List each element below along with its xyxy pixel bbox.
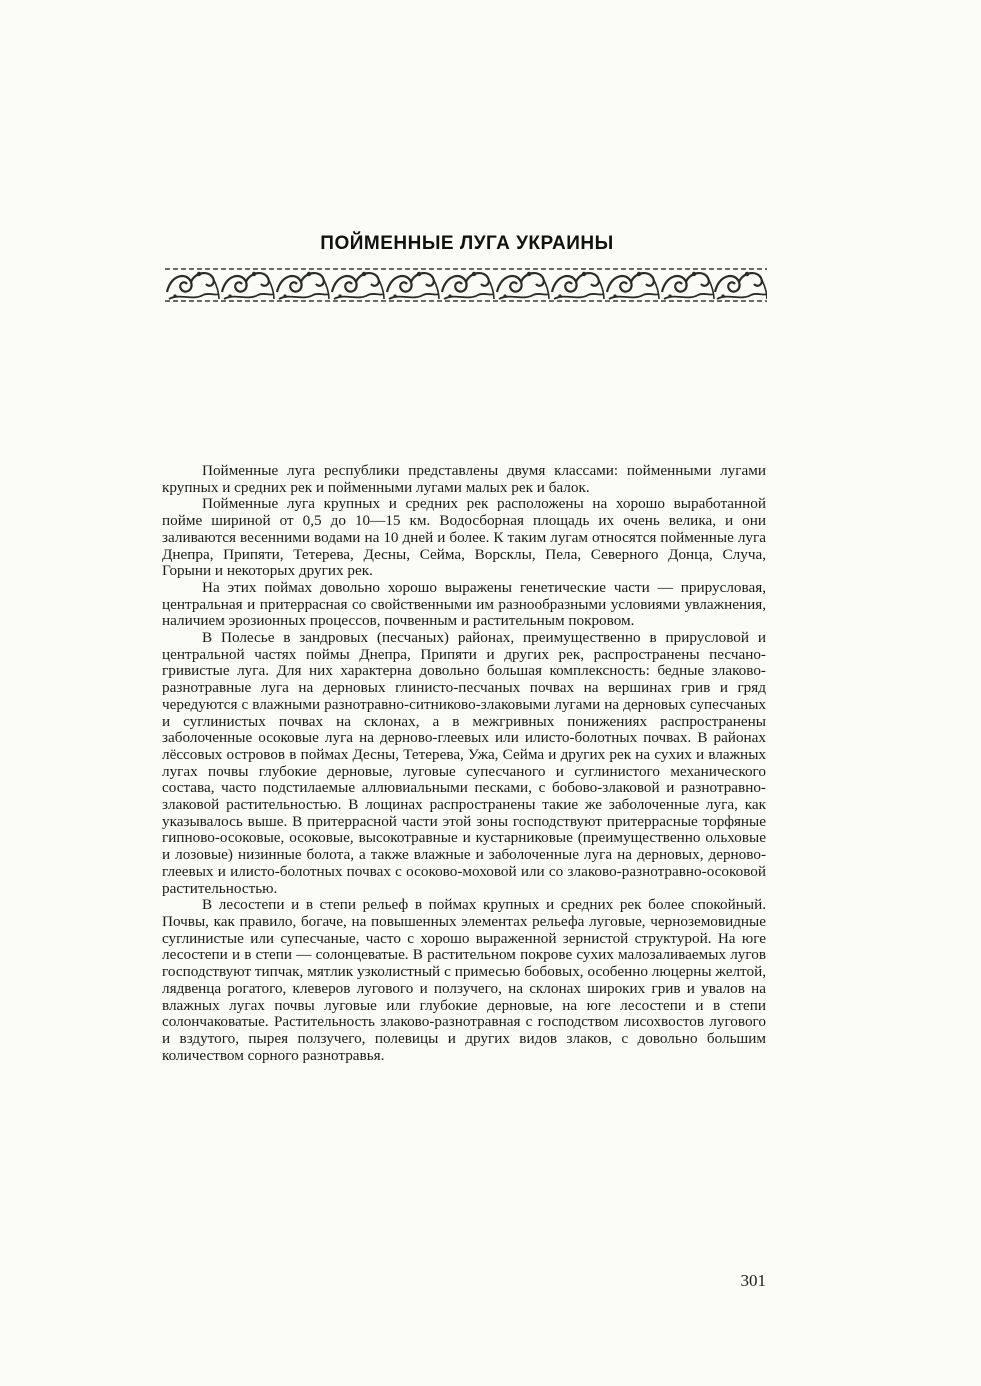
paragraph-5: В лесостепи и в степи рельеф в поймах крупных и средних рек более спокойный. Почвы, как правило, богаче, на повышенных элементах рельефа луговые, черноземовидные суглинистые или супесчаные, часто с хорошо выраженной зернистой структурой. На юге лесостепи и в степи — солонцеватые. В растительном покрове сухих малозаливаемых лугов господствуют типчак, мятлик узколистный с примесью бобовых, особенно люцерны желтой, лядвенца рогатого, клеверов лугового и ползучего, на склонах широких грив и увалов на влажных лугах почвы луговые или глубокие дерновые, на юге лесостепи и в степи солончаковатые. Растительность злаково-разнотравная с господством лисохвостов лугового и вздутого, пырея ползучего, полевицы и других видов злаков, с довольно большим количеством сорного разнотравья. bbox=[162, 896, 766, 1064]
paragraph-4: В Полесье в зандровых (песчаных) районах, преимущественно в прирусловой и центральной частях поймы Днепра, Припяти и других рек, распространены песчано-гривистые луга. Для них характерна довольно большая комплексность: бедные злаково-разнотравные луга на дерновых глинисто-песчаных почвах на вершинах грив и гряд чередуются с влажными разнотравно-ситниково-злаковыми лугами на дерновых супесчаных и суглинистых почвах на склонах, а в межгривных понижениях распространены заболоченные осоковые луга на дерново-глеевых или илисто-болотных почвах. В районах лёссовых островов в поймах Десны, Тетерева, Ужа, Сейма и других рек на сухих и влажных лугах почвы глубокие дерновые, луговые супесчаного и суглинистого механического состава, часто подстилаемые аллювиальными песками, с бобово-злаковой и разнотравно-злаковой растительностью. В лощинах распространены такие же заболоченные луга, как указывалось выше. В притеррасной части этой зоны господствуют притеррасные торфяные гипново-осоковые, осоковые, высокотравные и кустарниковые (преимущественно ольховые и лозовые) низинные болота, а также влажные и заболоченные луга на дерновых, дерново-глеевых и илисто-болотных почвах с осоково-моховой или со злаково-разнотравно-осоковой растительностью. bbox=[162, 629, 766, 897]
body-text bbox=[162, 463, 766, 1064]
paragraph-2: Пойменные луга крупных и средних рек расположены на хорошо выработанной пойме шириной от 0,5 до 10—15 км. Водосборная площадь их очень велика, и они заливаются весенними водами на 10 дней и более. К таким лугам относятся пойменные луга Днепра, Припяти, Тетерева, Десны, Сейма, Ворсклы, Пела, Северного Донца, Случа, Горыни и некоторых других рек. bbox=[162, 495, 766, 580]
paragraph-3: На этих поймах довольно хорошо выражены генетические части — прирусловая, центральная и притеррасная со свойственными им разнообразными условиями увлажнения, наличием эрозионных процессов, почвенным и растительным покровом. bbox=[162, 578, 766, 630]
paragraph-1: Пойменные луга республики представлены двумя классами: пойменными лугами крупных и средних рек и пойменными лугами малых рек и балок. bbox=[162, 462, 766, 496]
page-number: 301 bbox=[740, 1271, 766, 1290]
page-title: ПОЙМЕННЫЕ ЛУГА УКРАИНЫ bbox=[320, 233, 614, 254]
floral-scroll-ornament-icon bbox=[165, 266, 767, 304]
